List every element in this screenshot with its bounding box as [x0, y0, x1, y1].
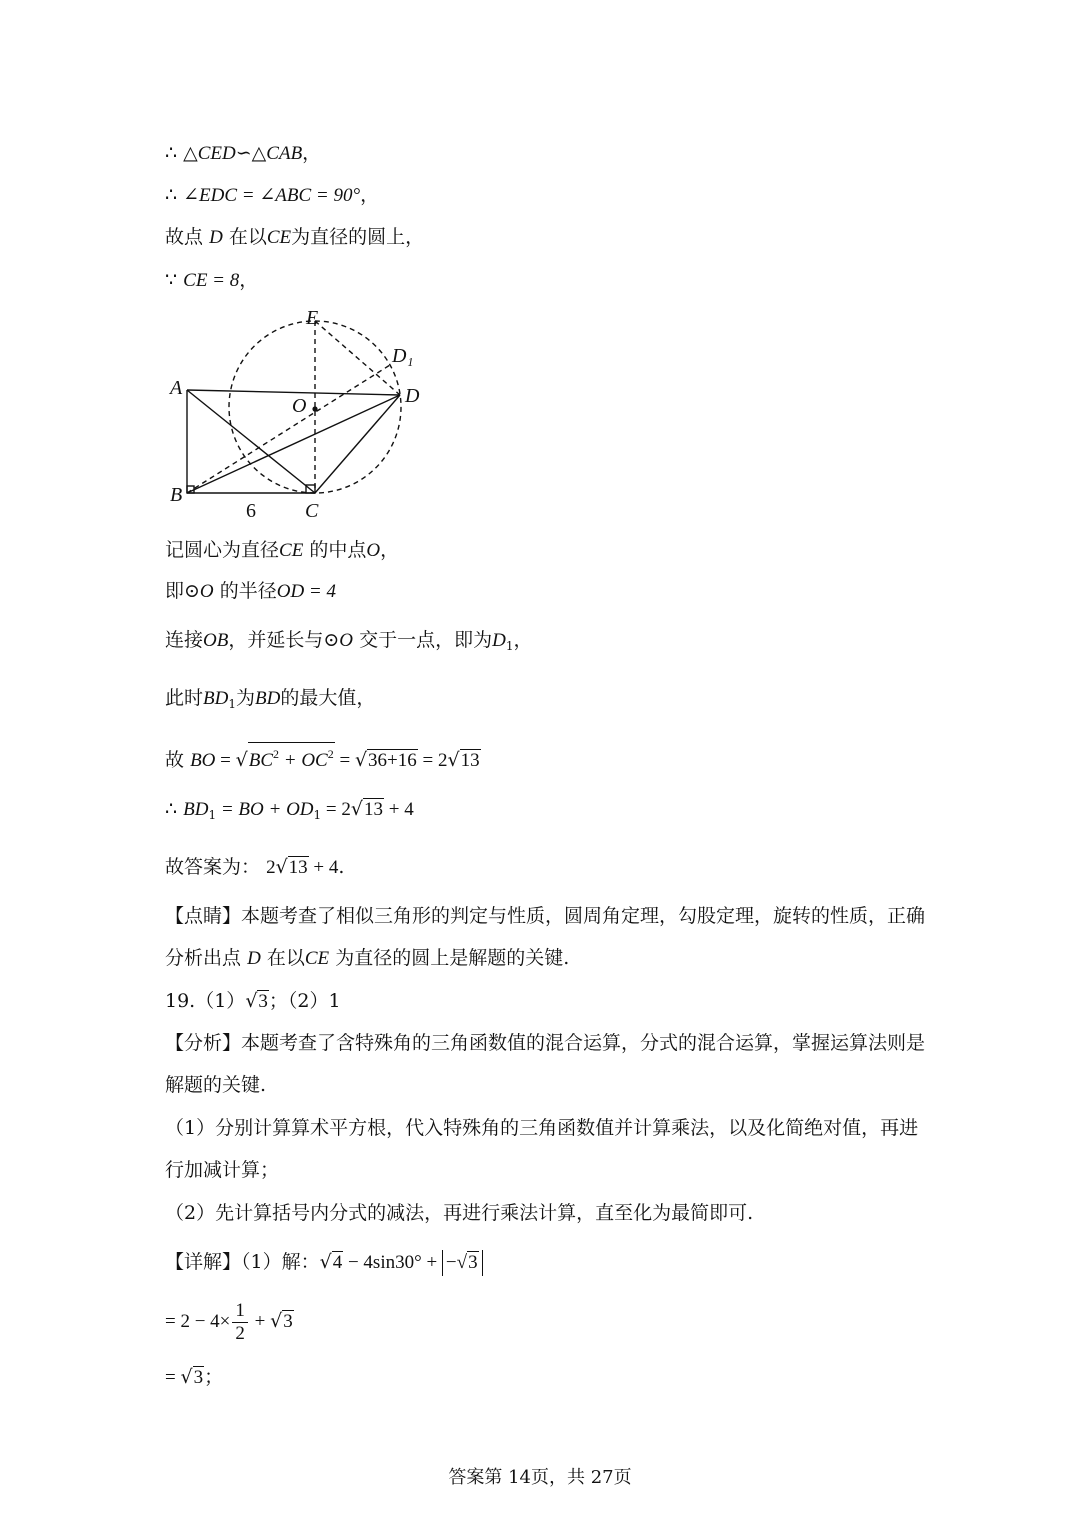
- segment-bd1: [187, 365, 390, 493]
- line-3: 故点 D 在以CE为直径的圆上，: [165, 226, 425, 248]
- label-d: D: [405, 385, 420, 407]
- line-15: 【分析】本题考查了含特殊角的三角函数值的混合运算，分式的混合运算，掌握运算法则是: [165, 1032, 926, 1054]
- segment-cd: [315, 395, 400, 493]
- line-12: 【点睛】本题考查了相似三角形的判定与性质，圆周角定理，勾股定理，旋转的性质，正确: [165, 905, 926, 927]
- line-5: 记圆心为直径CE 的中点O，: [165, 539, 400, 561]
- label-o: O: [292, 395, 307, 417]
- line-11: 故答案为： 2√13 + 4.: [165, 856, 345, 878]
- line-10: ∴ $BD_1$ = BO + $OD_1 = 2√13 + 4$: [165, 798, 414, 822]
- label-bc-length: 6: [246, 500, 256, 522]
- line-2: ∴ ∠EDC = ∠ABC = 90°，: [165, 184, 380, 206]
- line-9: 故 BO = $√BC^2 + OC^2 = √36+16 = 2√13$: [165, 742, 481, 774]
- page-footer: 答案第 14页，共 27页: [448, 1467, 632, 1488]
- line-1: ∴ △CED∽△CAB，: [165, 142, 322, 164]
- line-13: 分析出点 D 在以CE 为直径的圆上是解题的关键.: [165, 947, 570, 969]
- line-16: 解题的关键.: [165, 1074, 267, 1096]
- line-7: 连接OB，并延长与⊙O 交于一点，即为$D_1$，: [165, 629, 533, 653]
- label-e: E: [306, 307, 319, 329]
- line-6: 即⊙O 的半径OD = 4: [165, 580, 336, 602]
- center-o-dot: [312, 406, 317, 411]
- line-14: 19.（1）√3；（2）1: [165, 990, 341, 1012]
- label-d1: D₁: [392, 345, 414, 367]
- line-20: 【详解】（1）解：√4 − 4sin30° + −√3: [165, 1249, 483, 1276]
- line-18: 行加减计算；: [165, 1159, 280, 1181]
- line-19: （2）先计算括号内分式的减法，再进行乘法计算，直至化为最简即可.: [165, 1202, 754, 1224]
- line-4: ∵ CE = 8，: [165, 269, 259, 291]
- label-a: A: [170, 377, 183, 399]
- line-17: （1）分别计算算术平方根，代入特殊角的三角函数值并计算乘法，以及化简绝对值，再进: [165, 1117, 919, 1139]
- label-c: C: [305, 500, 319, 522]
- geometry-figure: [160, 302, 430, 527]
- segment-ed: [315, 321, 400, 395]
- label-b: B: [170, 484, 183, 506]
- line-21: = 2 − 4× $\frac{1}{2}$ + √3: [165, 1299, 293, 1344]
- line-8: 此时$BD_1$为BD的最大值，: [165, 687, 376, 711]
- line-22: = √3；: [165, 1366, 224, 1388]
